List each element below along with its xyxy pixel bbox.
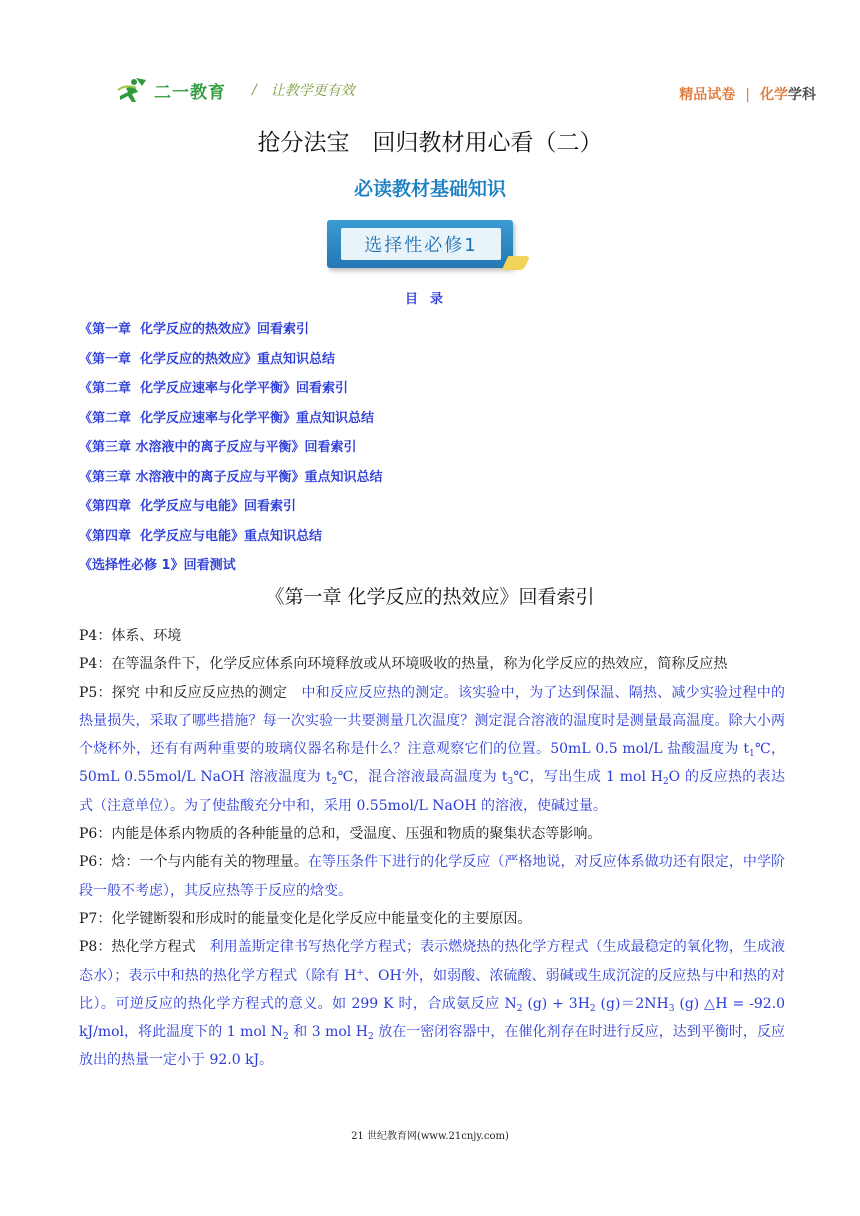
tag-subject-suffix: 学科 <box>788 87 816 103</box>
subscript: 2 <box>516 1003 523 1014</box>
brand-slogan: 让教学更有效 <box>270 83 355 99</box>
page-footer: 21 世纪教育网(www.21cnjy.com) <box>351 1131 509 1142</box>
subscript: 3 <box>668 1003 675 1014</box>
paragraph-p7-bond-energy: P7：化学键断裂和形成时的能量变化是化学反应中能量变化的主要原因。 <box>79 910 532 927</box>
tag-subject: 化学 <box>760 87 788 103</box>
toc-link[interactable]: 《第四章 化学反应与电能》重点知识总结 <box>79 528 323 544</box>
text-run: 和 3 mol H <box>288 1024 368 1041</box>
paragraph-p6-enthalpy <box>79 848 785 905</box>
header-tags <box>679 84 816 104</box>
brand-name: 二一教育 <box>154 82 226 103</box>
text-run: 放在一密闭容器中，在催化剂存在时进行反应，达到平衡时，反应放出的热量一定小于 92.0 kJ。 <box>79 1024 785 1069</box>
text-run: 利用盖斯定律书写热化学方程式；表示燃烧热的热化学方程式（生成最稳定的氧化物，生成液态水）；表示中和热的热化学方程式（除有 H <box>79 939 786 984</box>
book-badge <box>327 220 533 274</box>
page-subtitle: 必读教材基础知识 <box>353 178 506 200</box>
toc-link[interactable]: 《第一章 化学反应的热效应》回看索引 <box>79 322 310 337</box>
text-run: P8：热化学方程式 <box>79 939 210 956</box>
toc-link[interactable]: 《第一章 化学反应的热效应》重点知识总结 <box>79 351 336 367</box>
paragraph-p4-heat-effect: P4：在等温条件下，化学反应体系向环境释放或从环境吸收的热量，称为化学反应的热效应，简称反应热 <box>79 656 728 673</box>
paragraph-p6-internal-energy: P6：内能是体系内物质的各种能量的总和，受温度、压强和物质的聚集状态等影响。 <box>79 826 602 843</box>
brand-separator: / <box>252 82 257 98</box>
subscript: 1 <box>749 749 755 760</box>
book-pages-icon <box>502 256 531 270</box>
paragraph-p4-system: P4：体系、环境 <box>79 628 182 644</box>
text-run: (g) + 3H <box>522 995 590 1012</box>
text-run: O 的反应热的表达式（注意单位）。为了使盐酸充分中和，采用 0.55mol/L NaOH 的溶液，使碱过量。 <box>79 769 785 814</box>
subscript: 2 <box>662 777 669 788</box>
toc-link[interactable]: 《第三章 水溶液中的离子反应与平衡》重点知识总结 <box>79 469 383 485</box>
toc-link[interactable]: 《第二章 化学反应速率与化学平衡》重点知识总结 <box>79 410 375 426</box>
text-run: P6：焓：一个与内能有关的物理量。 <box>79 854 308 871</box>
text-run: (g) △H = -92.0 kJ/mol，将此温度下的 1 mol N <box>79 995 786 1041</box>
paragraph-p5-experiment <box>79 679 785 820</box>
book-label: 选择性必修1 <box>341 228 501 260</box>
subscript: 2 <box>589 1003 596 1014</box>
text-run: ℃，写出生成 1 mol H <box>513 769 663 786</box>
tag-quality: 精品试卷 <box>679 87 736 103</box>
runner-logo-icon <box>116 76 150 104</box>
text-run: ℃，50mL 0.55mol/L NaOH 溶液温度为 t <box>79 741 785 786</box>
text-run: 外，如弱酸、浓硫酸、弱碱或生成沉淀的反应热与中和热的对比）。可逆反应的热化学方程式的意义。如 299 K 时，合成氨反应 N <box>79 967 785 1012</box>
superscript: + <box>356 967 364 978</box>
subscript: 2 <box>331 777 338 788</box>
toc-link[interactable]: 《选择性必修 1》回看测试 <box>79 558 236 573</box>
toc-link[interactable]: 《第三章 水溶液中的离子反应与平衡》回看索引 <box>79 440 357 455</box>
text-run: 在等压条件下进行的化学反应（严格地说，对反应体系做功还有限定，中学阶段一般不考虑），其反应热等于反应的焓变。 <box>79 854 785 899</box>
subscript: 2 <box>367 1032 374 1043</box>
text-run: (g)＝2NH <box>595 995 669 1012</box>
text-run: 、OH <box>363 967 402 984</box>
text-run: ℃，混合溶液最高温度为 t <box>337 769 508 786</box>
toc-link[interactable]: 《第二章 化学反应速率与化学平衡》回看索引 <box>79 381 349 396</box>
toc-heading: 目录 <box>404 292 455 307</box>
tag-divider: | <box>745 87 750 103</box>
brand-logo <box>116 76 355 104</box>
text-run: 中和反应反应热的测定。该实验中，为了达到保温、隔热、减少实验过程中的热量损失，采取了哪些措施？每一次实验一共要测量几次温度？测定混合溶液的温度时是测量最高温度。除大小两个烧杯外，还有有两种重要的玻璃仪器名称是什么？注意观察它们的位置。50mL 0.5 mol/L 盐酸温度为 t <box>79 684 786 758</box>
table-of-contents <box>79 318 779 584</box>
toc-link[interactable]: 《第四章 化学反应与电能》回看索引 <box>79 499 297 514</box>
section-title: 《第一章 化学反应的热效应》回看索引 <box>265 586 595 608</box>
page-header <box>0 72 860 112</box>
book-cover <box>327 220 513 268</box>
superscript: - <box>401 967 405 978</box>
paragraph-p8-thermochemical <box>79 933 785 1074</box>
section-content <box>79 622 785 1075</box>
text-run: P5：探究 中和反应反应热的测定 <box>79 684 288 701</box>
subscript: 3 <box>507 777 514 788</box>
subscript: 2 <box>283 1032 289 1043</box>
page-title: 抢分法宝 回归教材用心看（二） <box>257 130 603 156</box>
